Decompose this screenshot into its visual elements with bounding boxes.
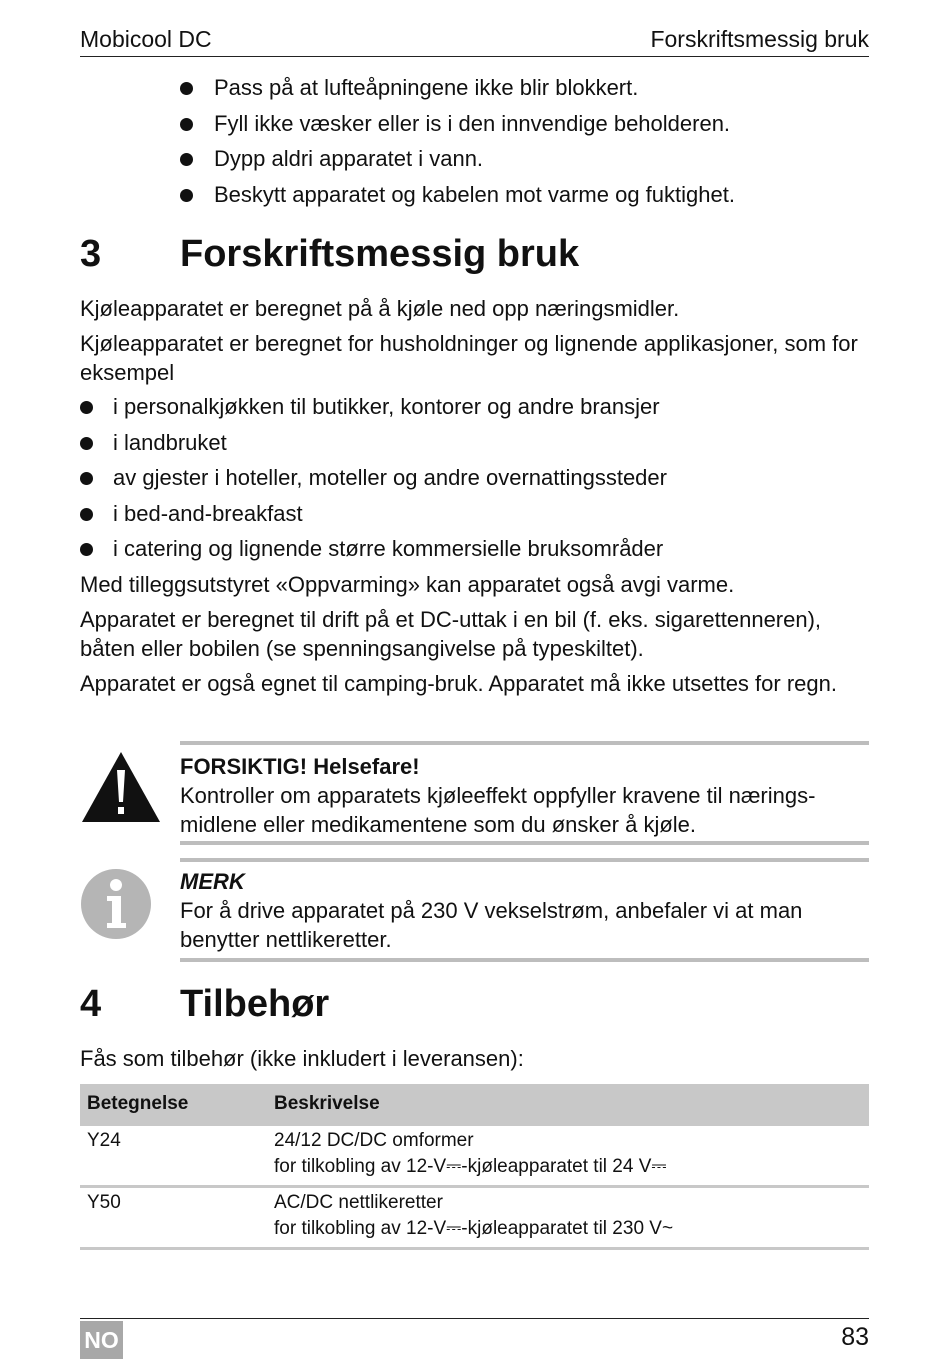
paragraph: Kjøleapparatet er beregnet på å kjøle ned opp næringsmidler. [80,296,680,321]
accessories-table [80,1084,869,1250]
note-label: MERK [180,869,245,894]
table-cell: AC/DC nettlikeretter [274,1192,443,1213]
page-number: 83 [841,1323,869,1351]
list-item: i bed-and-breakfast [80,499,667,535]
table-cell: 24/12 DC/DC omformer [274,1130,474,1151]
section-number: 4 [80,983,102,1025]
bullet-icon [180,153,193,166]
bullet-icon [80,508,93,521]
table-row [80,1188,869,1250]
top-bullet-list [180,72,735,214]
paragraph: Kjøleapparatet er beregnet for husholdninger og lignende applikasjoner, som for eksempel [80,331,858,385]
note-text: For å drive apparatet på 230 V vekselstrøm, anbefaler vi at man benytter nettlikeretter. [180,898,803,952]
table-cell: for tilkobling av 12-V⎓-kjøleapparatet til 230 V~ [274,1218,674,1239]
section-title: Tilbehør [180,983,330,1025]
column-header: Beskrivelse [274,1093,380,1114]
section-title: Forskriftsmessig bruk [180,233,580,275]
bullet-icon [180,118,193,131]
paragraph: Fås som tilbehør (ikke inkludert i leveransen): [80,1046,524,1071]
warning-triangle-icon [80,750,162,824]
list-item: i catering og lignende større kommersielle bruksområder [80,534,667,570]
bullet-icon [80,543,93,556]
caution-text: Kontroller om apparatets kjøleeffekt oppfyller kravene til nærings-midlene eller medikamentene som du ønsker å kjøle. [180,783,816,837]
list-item: Fyll ikke væsker eller is i den innvendige beholderen. [180,108,735,144]
paragraph: Med tilleggsutstyret «Oppvarming» kan apparatet også avgi varme. [80,572,735,597]
usage-bullet-list [80,392,667,570]
header-chapter: Forskriftsmessig bruk [650,26,869,52]
info-icon [80,868,152,940]
page-header [80,24,869,57]
list-item: av gjester i hoteller, moteller og andre overnattingssteder [80,463,667,499]
header-product: Mobicool DC [80,26,212,52]
caution-label: FORSIKTIG! Helsefare! [180,754,420,779]
list-item: Beskytt apparatet og kabelen mot varme og fuktighet. [180,179,735,215]
bullet-icon [80,401,93,414]
table-cell: Y50 [87,1192,121,1213]
table-cell: Y24 [87,1130,121,1151]
caution-notice [180,741,869,845]
bullet-icon [80,472,93,485]
table-cell: for tilkobling av 12-V⎓-kjøleapparatet til 24 V⎓ [274,1156,667,1177]
bullet-icon [80,437,93,450]
paragraph: Apparatet er beregnet til drift på et DC-uttak i en bil (f. eks. sigarettenneren), båten eller bobilen (se spenningsangivelse på typeskiltet). [80,607,822,661]
language-badge: NO [80,1321,123,1359]
page-footer [80,1318,869,1361]
bullet-icon [180,189,193,202]
column-header: Betegnelse [87,1093,189,1114]
paragraph: Apparatet er også egnet til camping-bruk. Apparatet må ikke utsettes for regn. [80,671,837,696]
bullet-icon [180,82,193,95]
section-number: 3 [80,233,102,275]
note-notice [180,858,869,962]
list-item: i landbruket [80,428,667,464]
table-row [80,1126,869,1188]
list-item: i personalkjøkken til butikker, kontorer og andre bransjer [80,392,667,428]
list-item: Pass på at lufteåpningene ikke blir blokkert. [180,72,735,108]
list-item: Dypp aldri apparatet i vann. [180,143,735,179]
table-header [80,1084,869,1126]
